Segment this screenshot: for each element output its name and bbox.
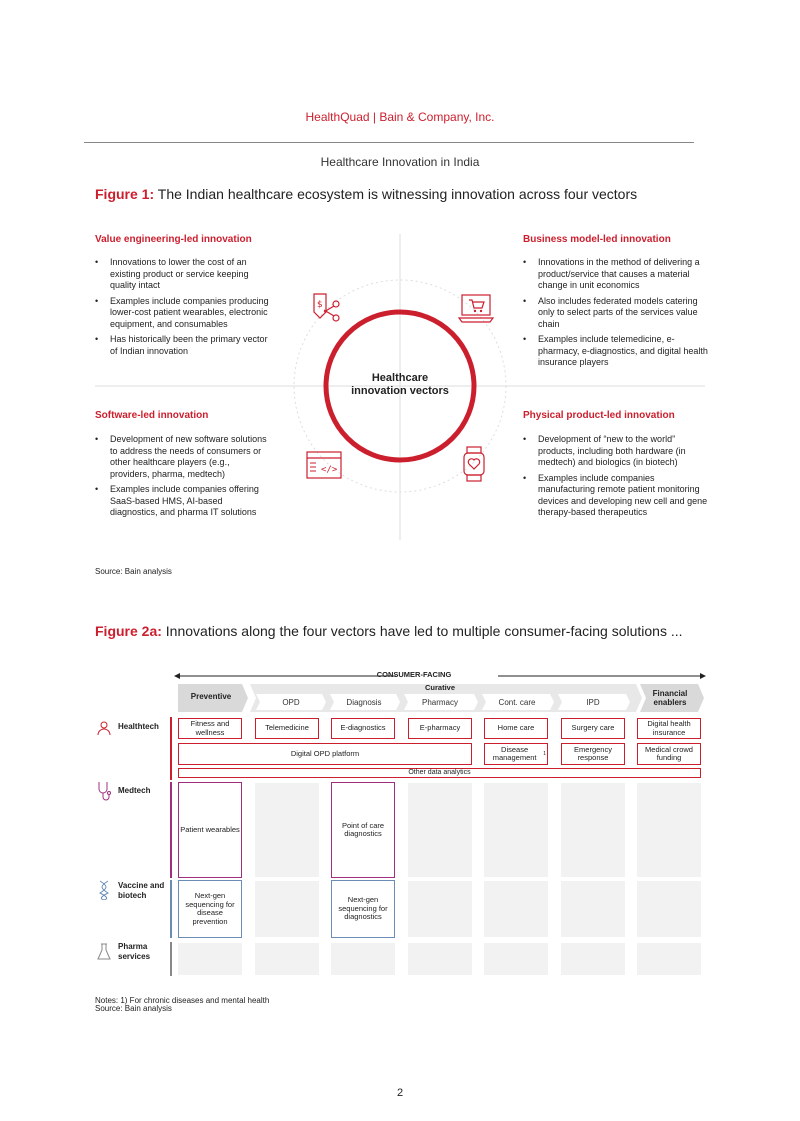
bullet: • Examples include companies manufacturing remote patient monitoring devices and developing new cell and gene therapy-based therapeutics (523, 473, 713, 519)
code-window-icon (306, 450, 342, 480)
document-title: Healthcare Innovation in India (320, 155, 480, 169)
grid-cell (561, 783, 625, 877)
cell-e-pharmacy: E-pharmacy (408, 718, 472, 739)
bullet: • Examples include companies offering SaaS-based HMS, AI-based diagnostics, and pharma IT solutions (95, 484, 270, 519)
row-bar-pharma-services (170, 942, 172, 976)
header-brand: HealthQuad | Bain & Company, Inc. (305, 110, 495, 124)
figure2a-source: Source: Bain analysis (95, 1004, 172, 1013)
figure2a-notes: Notes: 1) For chronic diseases and mental health (95, 996, 270, 1005)
grid-cell (408, 943, 472, 975)
vector-heading-business-model: Business model-led innovation (523, 234, 671, 245)
row-bar-vaccine-biotech (170, 880, 172, 938)
cell-ngs-diagnostics: Next-gen sequencing for diagnostics (331, 880, 395, 938)
cell-digital-health-insurance: Digital health insurance (637, 718, 701, 739)
cell-e-diagnostics: E-diagnostics (331, 718, 395, 739)
bullet: • Development of “new to the world” products, including both hardware (in medtech) and biologics (in biotech) (523, 434, 713, 469)
column-opd: OPD (282, 698, 300, 707)
bullet: • Examples include companies producing lower-cost patient wearables, electronic equipment, and consumables (95, 296, 270, 331)
column-cont-care: Cont. care (498, 698, 536, 707)
figure1-source: Source: Bain analysis (95, 567, 172, 576)
vector-heading-physical-product: Physical product-led innovation (523, 410, 675, 421)
stethoscope-icon (96, 781, 112, 801)
row-label-vaccine-biotech: Vaccine and biotech (118, 881, 165, 900)
grid-cell (484, 943, 548, 975)
grid-cell (178, 943, 242, 975)
column-pharmacy: Pharmacy (421, 698, 458, 707)
grid-cell (255, 881, 319, 937)
bullet: • Innovations in the method of delivering a product/service that causes a material change in unit economics (523, 257, 713, 292)
consumer-facing-label: CONSUMER-FACING (376, 670, 452, 679)
grid-cell (255, 783, 319, 877)
grid-cell (561, 943, 625, 975)
row-label-medtech: Medtech (118, 786, 151, 795)
grid-cell (637, 783, 701, 877)
flask-icon (97, 943, 111, 961)
cell-disease-management: Disease management 1 (484, 743, 548, 765)
bullet: • Has historically been the primary vector of Indian innovation (95, 334, 270, 357)
grid-cell (408, 783, 472, 877)
figure1-title-text: The Indian healthcare ecosystem is witnessing innovation across four vectors (157, 186, 638, 202)
column-diagnosis: Diagnosis (346, 698, 382, 707)
grid-cell (637, 881, 701, 937)
bullet: • Development of new software solutions to address the needs of consumers or other healthcare players (e.g., providers, pharma, medtech) (95, 434, 270, 480)
shopping-cart-laptop-icon (458, 292, 494, 324)
cell-medical-crowd-funding: Medical crowd funding (637, 743, 701, 765)
vector-bullets-value-engineering (95, 257, 270, 361)
grid-cell (255, 943, 319, 975)
svg-text:$: $ (317, 300, 323, 310)
cell-telemedicine: Telemedicine (255, 718, 319, 739)
vector-bullets-physical-product (523, 434, 713, 523)
vector-bullets-business-model (523, 257, 713, 373)
cell-ngs-disease-prevention: Next-gen sequencing for disease prevention (178, 880, 242, 938)
grid-cell (331, 943, 395, 975)
svg-text:</>: </> (321, 465, 338, 475)
cell-home-care: Home care (484, 718, 548, 739)
cell-fitness-wellness: Fitness and wellness (178, 718, 242, 739)
grid-cell (484, 881, 548, 937)
cell-other-data-analytics: Other data analytics (178, 768, 701, 778)
figure2a-title (95, 623, 683, 639)
grid-cell (484, 783, 548, 877)
bullet: • Innovations to lower the cost of an existing product or service keeping quality intact (95, 257, 270, 292)
dna-icon (98, 880, 110, 900)
bullet: • Also includes federated models catering only to select parts of the services value chain (523, 296, 713, 331)
price-tag-scissors-icon (308, 290, 344, 326)
cell-emergency-response: Emergency response (561, 743, 625, 765)
grid-cell (637, 943, 701, 975)
page-number: 2 (396, 1087, 404, 1099)
cell-point-of-care-diagnostics: Point of care diagnostics (331, 782, 395, 878)
figure1-label: Figure 1: (95, 186, 155, 202)
figure2a-label: Figure 2a: (95, 623, 162, 639)
vector-bullets-software (95, 434, 270, 523)
cell-surgery-care: Surgery care (561, 718, 625, 739)
curative-label: Curative (424, 683, 455, 692)
user-network-icon (96, 720, 112, 736)
column-preventive: Preventive (190, 692, 232, 701)
row-label-healthtech: Healthtech (118, 722, 159, 731)
hub-label: Healthcare innovation vectors (351, 372, 449, 397)
row-bar-medtech (170, 782, 172, 878)
figure1-title (95, 186, 637, 202)
bullet: • Examples include telemedicine, e-pharmacy, e-diagnostics, and digital health insurance players (523, 334, 713, 369)
cell-patient-wearables: Patient wearables (178, 782, 242, 878)
grid-cell (408, 881, 472, 937)
vector-heading-software: Software-led innovation (95, 410, 209, 421)
smartwatch-heart-icon (462, 446, 486, 482)
row-bar-healthtech (170, 717, 172, 780)
row-label-pharma-services: Pharma services (118, 942, 151, 961)
footnote-marker: 1 (543, 750, 546, 757)
header-divider (84, 142, 694, 143)
vector-heading-value-engineering: Value engineering-led innovation (95, 234, 252, 245)
figure2a-title-text: Innovations along the four vectors have led to multiple consumer-facing solutions ... (165, 623, 683, 639)
column-financial-enablers: Financial enablers (652, 689, 688, 707)
cell-digital-opd-platform: Digital OPD platform (178, 743, 472, 765)
grid-cell (561, 881, 625, 937)
column-ipd: IPD (586, 698, 600, 707)
